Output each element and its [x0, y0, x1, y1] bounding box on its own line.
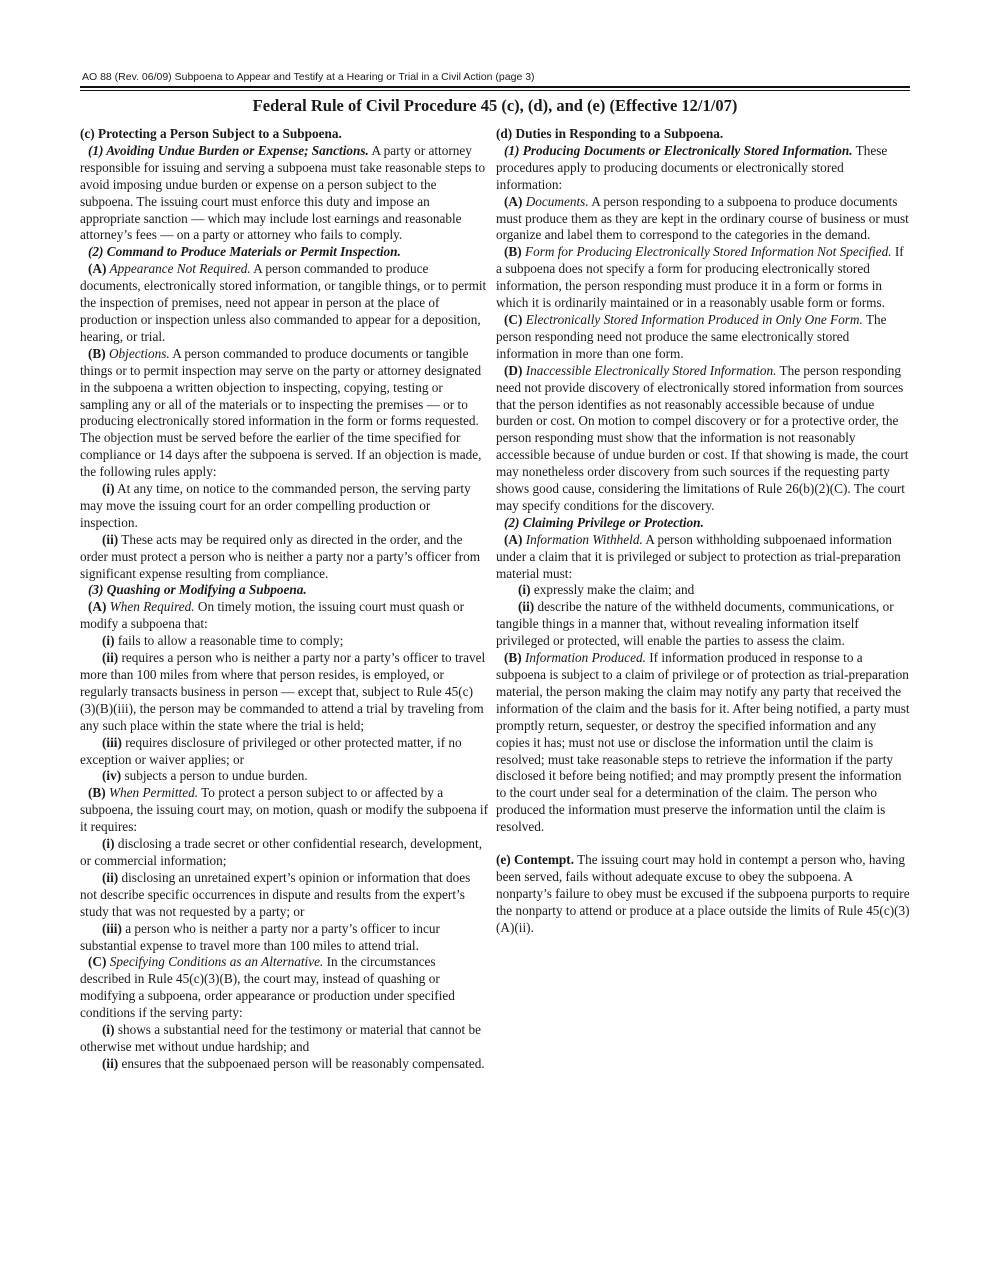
- item-label: (iii): [102, 734, 122, 750]
- paragraph-text: expressly make the claim; and: [530, 582, 695, 598]
- paragraph-text: A person withholding subpoenaed information under a claim that it is privileged or subject to protection as trial-preparation material must:: [496, 531, 901, 581]
- item-label: (i): [102, 481, 115, 497]
- item-label: (ii): [102, 650, 119, 666]
- paragraph-text: shows a substantial need for the testimony or material that cannot be otherwise met without undue hardship; and: [80, 1022, 481, 1054]
- paragraph-text: ensures that the subpoenaed person will be reasonably compensated.: [118, 1055, 485, 1071]
- item-label: (i): [102, 1022, 115, 1038]
- section-heading-text: (d) Duties in Responding to a Subpoena.: [496, 126, 724, 141]
- paragraph-e: [496, 852, 910, 937]
- paragraph-c3b-i: [80, 836, 488, 870]
- paragraph-c3a-iii: [80, 735, 488, 769]
- paragraph-text: These procedures apply to producing documents or electronically stored information:: [496, 142, 888, 192]
- item-label: (A): [88, 261, 107, 277]
- item-label: (A): [88, 599, 107, 615]
- paragraph-c3c-ii: [80, 1056, 488, 1073]
- item-title: Specifying Conditions as an Alternative.: [106, 954, 324, 970]
- paragraph-c2a: [80, 261, 488, 346]
- paragraph-text: The person responding need not provide discovery of electronically stored information from sources that the person identifies as not reasonably accessible because of undue burden or cost. On motion to compel discovery or for a protective order, the person responding must show that the information is not reasonably accessible because of undue burden or cost. If that showing is made, the court may nonetheless order discovery from such sources if the requesting party shows good cause, considering the limitations of Rule 26(b)(2)(C). The court may specify conditions for the discovery.: [496, 362, 909, 513]
- section-heading-text: (e) Contempt.: [496, 852, 575, 868]
- item-title: When Permitted.: [105, 785, 199, 801]
- paragraph-c2b: [80, 346, 488, 481]
- item-label: (A): [504, 531, 523, 547]
- paragraph-text: The person responding need not produce the same electronically stored information in more than one form.: [496, 311, 887, 361]
- item-title: Inaccessible Electronically Stored Information.: [522, 362, 777, 378]
- item-label: (i): [518, 582, 531, 598]
- item-title: Documents.: [522, 193, 589, 209]
- paragraph-d1a: [496, 194, 910, 245]
- item-label: (B): [88, 785, 106, 801]
- paragraph-text: describe the nature of the withheld documents, communications, or tangible things in a manner that, without revealing information itself privileged or protected, will enable the parties to assess the claim.: [496, 599, 894, 649]
- paragraph-c2b-i: [80, 481, 488, 532]
- paragraph-text: The issuing court may hold in contempt a person who, having been served, fails without adequate excuse to obey the subpoena. A nonparty’s failure to obey must be excused if the subpoena purports to require the nonparty to attend or produce at a place outside the limits of Rule 45(c)(3)(A)(ii).: [496, 852, 910, 935]
- item-title: Electronically Stored Information Produced in Only One Form.: [522, 311, 863, 327]
- item-label: (i): [102, 836, 115, 852]
- section-heading-text: (c) Protecting a Person Subject to a Subpoena.: [80, 126, 342, 141]
- paragraph-text: requires a person who is neither a party nor a party’s officer to travel more than 100 miles from where that person resides, is employed, or regularly transacts business in person — except that, subject to Rule 45(c)(3)(B)(iii), the person may be commanded to attend a trial by traveling from any such place within the state where the trial is held;: [80, 650, 486, 733]
- item-label: (B): [504, 244, 522, 260]
- paragraph-text: A person commanded to produce documents, electronically stored information, or tangible things, or to permit the inspection of premises, need not appear in person at the place of production or inspection unless also commanded to appear for a deposition, hearing, or trial.: [80, 261, 487, 344]
- item-label: (iii): [102, 920, 122, 936]
- paragraph-text: In the circumstances described in Rule 45(c)(3)(B), the court may, instead of quashing or modifying a subpoena, order appearance or production under specified conditions if the serving party:: [80, 954, 455, 1021]
- paragraph-text: A party or attorney responsible for issuing and serving a subpoena must take reasonable steps to avoid imposing undue burden or expense on a person subject to the subpoena. The issuing court must enforce this duty and impose an appropriate sanction — which may include lost earnings and reasonable attorney’s fees — on a party or attorney who fails to comply.: [80, 142, 486, 243]
- item-label: (iv): [102, 768, 122, 784]
- item-label: (C): [88, 954, 107, 970]
- paragraph-c3a-ii: [80, 650, 488, 735]
- paragraph-c3b: [80, 785, 488, 836]
- item-label: (C): [504, 311, 523, 327]
- header-rule: [80, 86, 910, 91]
- paragraph-d1d: [496, 363, 910, 515]
- item-title: Appearance Not Required.: [106, 261, 251, 277]
- item-title: When Required.: [106, 599, 195, 615]
- paragraph-c3a-i: [80, 633, 488, 650]
- page-title: Federal Rule of Civil Procedure 45 (c), (d), and (e) (Effective 12/1/07): [252, 96, 738, 115]
- paragraph-d1c: [496, 312, 910, 363]
- item-label: (B): [504, 650, 522, 666]
- paragraph-c2: [80, 244, 488, 261]
- paragraph-d1b: [496, 244, 910, 312]
- paragraph-d2a-ii: [496, 599, 910, 650]
- paragraph-text: If information produced in response to a subpoena is subject to a claim of privilege or of protection as trial-preparation material, the person making the claim may notify any party that received the information of the claim and the basis for it. After being notified, a party must promptly return, sequester, or destroy the specified information and any copies it has; must not use or disclose the information until the claim is resolved; must take reasonable steps to retrieve the information if the party disclosed it before being notified; and may promptly present the information to the court under seal for a determination of the claim. The person who produced the information must preserve the information until the claim is resolved.: [496, 650, 910, 835]
- left-column: [80, 126, 488, 1073]
- item-label: (ii): [102, 1055, 119, 1071]
- paragraph-d2: [496, 515, 910, 532]
- right-column: [496, 126, 910, 937]
- subsection-label: (1) Avoiding Undue Burden or Expense; Sanctions.: [88, 142, 369, 158]
- item-title: Objections.: [105, 345, 170, 361]
- paragraph-text: subjects a person to undue burden.: [121, 768, 308, 784]
- paragraph-text: requires disclosure of privileged or other protected matter, if no exception or waiver applies; or: [80, 734, 462, 767]
- paragraph-c3c: [80, 954, 488, 1022]
- paragraph-text: disclosing a trade secret or other confidential research, development, or commercial information;: [80, 836, 483, 868]
- paragraph-text: a person who is neither a party nor a party’s officer to incur substantial expense to travel more than 100 miles to attend trial.: [80, 920, 440, 953]
- paragraph-text: A person commanded to produce documents or tangible things or to permit inspection may serve on the party or attorney designated in the subpoena a written objection to inspecting, copying, testing or sampling any or all of the materials or to inspecting the premises — or to producing electronically stored information in the form or forms requested. The objection must be served before the earlier of the time specified for compliance or 14 days after the subpoena is served. If an objection is made, the following rules apply:: [80, 345, 482, 480]
- item-label: (ii): [518, 599, 535, 615]
- paragraph-c3: [80, 582, 488, 599]
- paragraph-d2b: [496, 650, 910, 836]
- item-label: (A): [504, 193, 523, 209]
- paragraph-c3b-iii: [80, 921, 488, 955]
- paragraph-text: To protect a person subject to or affected by a subpoena, the issuing court may, on motion, quash or modify the subpoena if it requires:: [80, 785, 488, 835]
- item-label: (B): [88, 345, 106, 361]
- subsection-label: (2) Command to Produce Materials or Permit Inspection.: [88, 244, 401, 260]
- subsection-label: (1) Producing Documents or Electronically Stored Information.: [504, 142, 853, 158]
- paragraph-c1: [80, 143, 488, 244]
- paragraph-text: At any time, on notice to the commanded person, the serving party may move the issuing court for an order compelling production or inspection.: [80, 481, 471, 530]
- item-title: Information Produced.: [521, 650, 646, 666]
- paragraph-text: fails to allow a reasonable time to comply;: [114, 633, 344, 649]
- item-label: (ii): [102, 531, 119, 547]
- item-label: (ii): [102, 869, 119, 885]
- paragraph-c2b-ii: [80, 532, 488, 583]
- paragraph-c3a-iv: [80, 768, 488, 785]
- item-title: Form for Producing Electronically Stored Information Not Specified.: [521, 244, 892, 260]
- item-label: (D): [504, 362, 523, 378]
- paragraph-text: disclosing an unretained expert’s opinion or information that does not describe specific occurrences in dispute and results from the expert’s study that was not requested by a party; or: [80, 869, 471, 919]
- item-label: (i): [102, 633, 115, 649]
- paragraph-d1: [496, 143, 910, 194]
- paragraph-text: A person responding to a subpoena to produce documents must produce them as they are kept in the ordinary course of business or must organize and label them to correspond to the categories in the demand.: [496, 193, 909, 243]
- paragraph-text: These acts may be required only as directed in the order, and the order must protect a person who is neither a party nor a party’s officer from significant expense resulting from compliance.: [80, 531, 481, 581]
- section-c-heading: [80, 126, 488, 143]
- item-title: Information Withheld.: [522, 531, 643, 547]
- paragraph-text: If a subpoena does not specify a form for producing electronically stored information, the person responding must produce it in a form or forms in which it is ordinarily maintained or in a reasonably usable form or forms.: [496, 244, 904, 311]
- paragraph-d2a: [496, 532, 910, 583]
- paragraph-d2a-i: [496, 582, 910, 599]
- subsection-label: (2) Claiming Privilege or Protection.: [504, 514, 704, 530]
- form-identifier: AO 88 (Rev. 06/09) Subpoena to Appear and Testify at a Hearing or Trial in a Civil Action (page 3): [82, 71, 535, 83]
- paragraph-c3a: [80, 599, 488, 633]
- paragraph-c3b-ii: [80, 870, 488, 921]
- subsection-label: (3) Quashing or Modifying a Subpoena.: [88, 582, 307, 598]
- section-d-heading: [496, 126, 910, 143]
- paragraph-text: On timely motion, the issuing court must quash or modify a subpoena that:: [80, 599, 464, 632]
- paragraph-c3c-i: [80, 1022, 488, 1056]
